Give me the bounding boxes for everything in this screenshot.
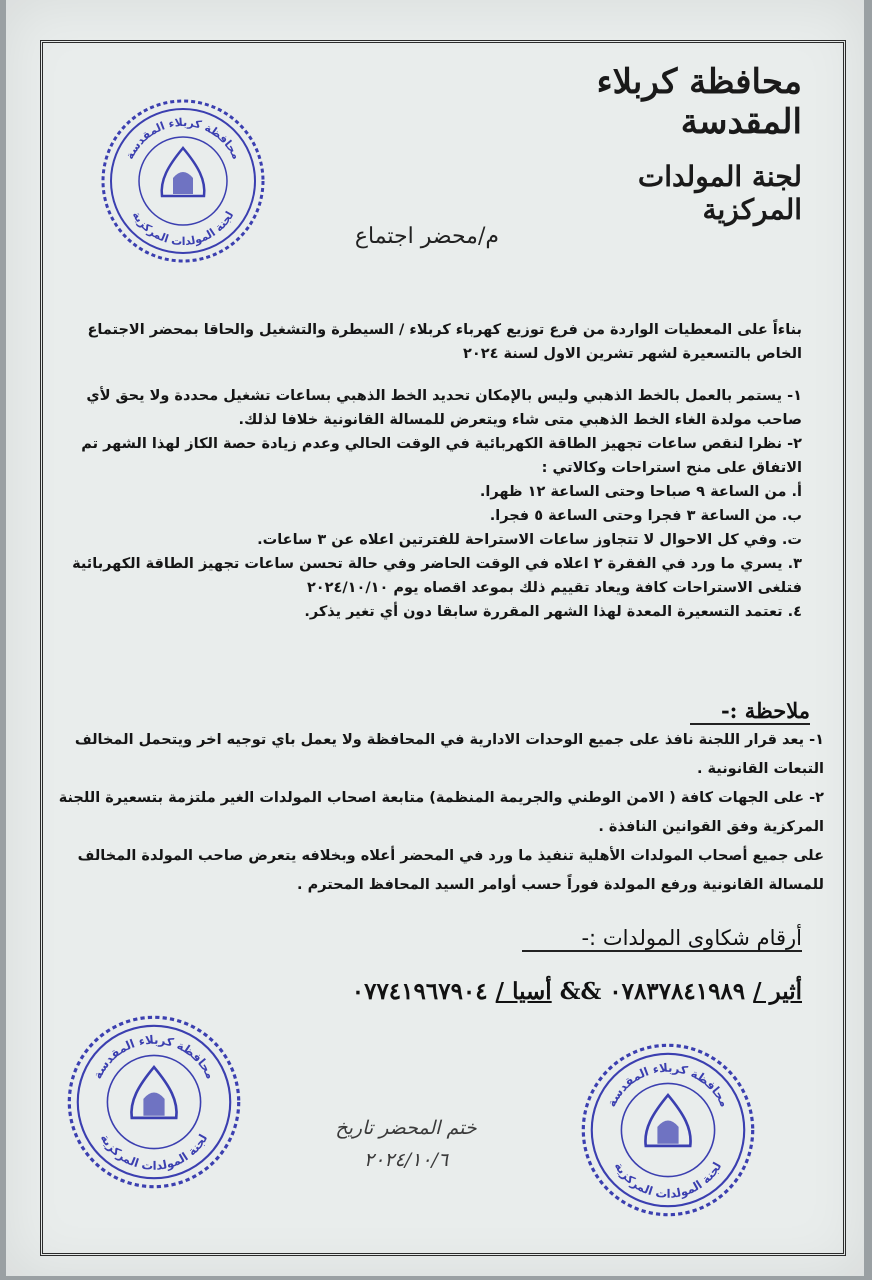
official-stamp-top	[98, 96, 268, 266]
decision-subitem: ب. من الساعة ٣ فجرا وحتى الساعة ٥ فجرا.	[489, 508, 802, 524]
note-item: ١- يعد قرار اللجنة نافذ على جميع الوحدات الادارية في المحافظة ولا يعمل باي توجيه اخر ويتحمل المخالف التبعات القانونية .	[74, 732, 824, 777]
stamp-inner-text: لجنة المولدات المركزية	[611, 1159, 725, 1202]
decision-item: ٢- نظرا لنقص ساعات تجهيز الطاقة الكهربائية في الوقت الحالي وعدم زيادة حصة الكاز لهذا الشهر تم الاتفاق على منح استراحات وكالاتي :	[81, 436, 802, 476]
complaint-numbers	[162, 978, 802, 1005]
stamp-outer-text: محافظة كربلاء المقدسة	[123, 115, 243, 162]
provider-asia-label: أسيا /	[495, 978, 552, 1005]
signature-label: ختم المحضر تاريخ	[335, 1117, 477, 1139]
stamp-outer-text: محافظة كربلاء المقدسة	[90, 1032, 218, 1082]
phone-number-1: ٠٧٨٣٧٨٤١٩٨٩	[609, 978, 746, 1005]
decision-subitem: أ. من الساعة ٩ صباحا وحتى الساعة ١٢ ظهرا.	[479, 484, 802, 500]
stamp-outer-text: محافظة كربلاء المقدسة	[604, 1060, 732, 1110]
official-stamp-bottom-right	[578, 1040, 758, 1220]
stamp-inner-text: لجنة المولدات المركزية	[97, 1131, 211, 1174]
separator: &&	[559, 978, 602, 1005]
phone-number-2: ٠٧٧٤١٩٦٧٩٠٤	[351, 978, 488, 1005]
decision-item: ١- يستمر بالعمل بالخط الذهبي وليس بالإمكان تحديد الخط الذهبي بساعات تشغيل محددة ولا يحق لأي صاحب مولدة الغاء الخط الذهبي متى شاء ويتعرض للمسالة القانونية خلافا لذلك.	[86, 388, 802, 428]
signature-date: ٢٠٢٤/١٠/٦	[363, 1149, 449, 1171]
decision-item: ٤. تعتمد التسعيرة المعدة لهذا الشهر المقررة سابقا دون أي تغير يذكر.	[304, 604, 802, 620]
note-heading: ملاحظة :-	[690, 698, 810, 725]
header-governorate: محافظة كربلاء المقدسة	[596, 62, 802, 142]
note-item: على جميع أصحاب المولدات الأهلية تنفيذ ما ورد في المحضر أعلاه وبخلافه يتعرض صاحب المولدة المخالف للمسالة القانونية ورفع المولدة فوراً حسب أوامر السيد المحافظ المحترم .	[77, 848, 824, 893]
provider-asiacell-label: أثير /	[753, 978, 802, 1005]
signature-block	[326, 1112, 486, 1176]
decision-list	[42, 384, 802, 624]
note-list	[34, 726, 824, 900]
complaints-heading: أرقام شكاوى المولدات :-	[522, 926, 802, 952]
intro-paragraph: بناءاً على المعطيات الواردة من فرع توزيع كهرباء كربلاء / السيطرة والتشغيل والحاقا بمحضر الاجتماع الخاص بالتسعيرة لشهر تشرين الاول لسنة ٢٠٢٤	[87, 322, 802, 362]
header-committee: لجنة المولدات المركزية	[637, 160, 802, 226]
document-sheet	[6, 0, 864, 1276]
minutes-title: م/محضر اجتماع	[354, 224, 499, 249]
note-item: ٢- على الجهات كافة ( الامن الوطني والجريمة المنظمة) متابعة اصحاب المولدات الغير ملتزمة بتسعيرة اللجنة المركزية وفق القوانين النافذة .	[58, 790, 824, 835]
decision-item: ٣. يسري ما ورد في الفقرة ٢ اعلاه في الوقت الحاضر وفي حالة تحسن ساعات تجهيز الطاقة الكهربائية فتلغى الاستراحات كافة ويعاد تقييم ذلك بموعد اقصاه يوم ٢٠٢٤/١٠/١٠	[72, 556, 802, 596]
official-stamp-bottom-left	[64, 1012, 244, 1192]
stamp-inner-text: لجنة المولدات المركزية	[129, 209, 237, 249]
decision-subitem: ت. وفي كل الاحوال لا تتجاوز ساعات الاستراحة للفترتين اعلاه عن ٣ ساعات.	[257, 532, 802, 548]
